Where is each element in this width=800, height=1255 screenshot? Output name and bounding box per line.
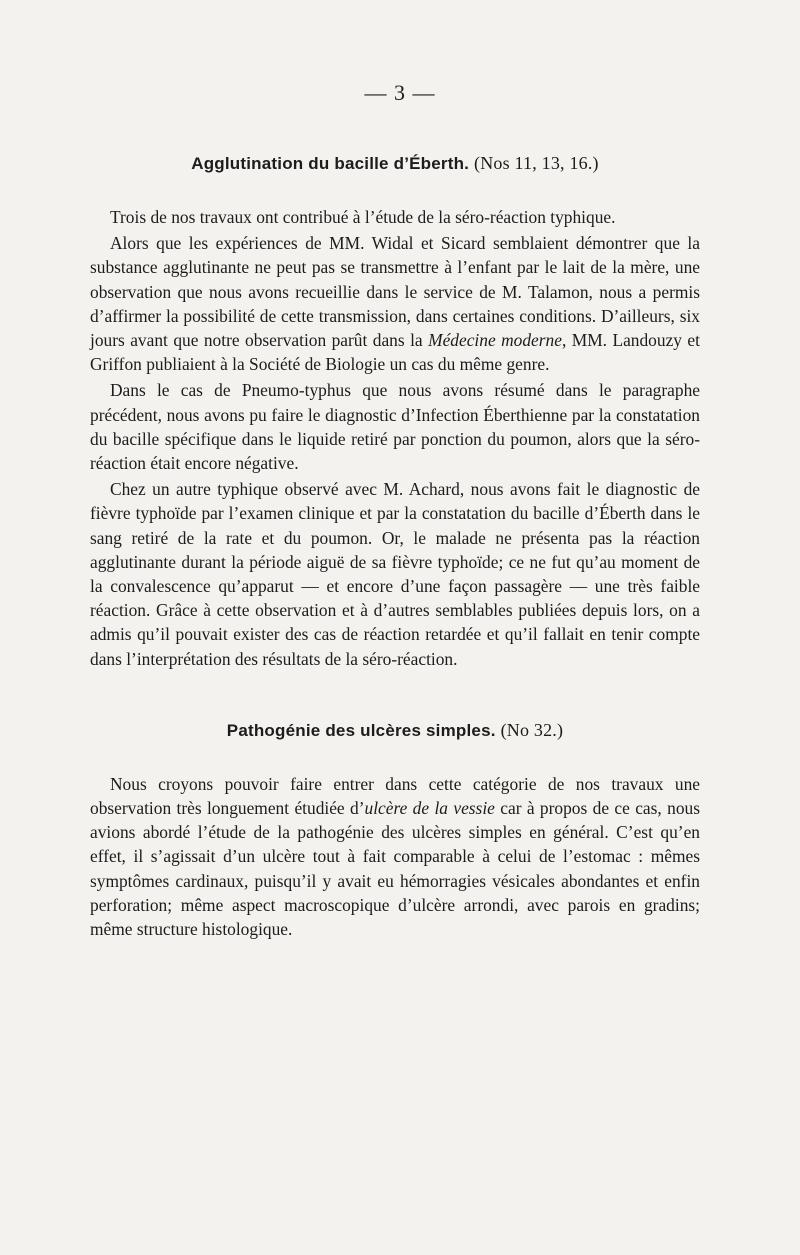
- paragraph-text: Alors que les expériences de MM. Widal et Sicard semblaient démontrer que la substance agglutinante ne peut pas se transmettre à l’enfant par le lait de la mère, une observation que nous avons recueillie dans le service de M. Talamon, nous a permis d’affirmer la possibilité de cette transmission, dans certaines conditions. D’ailleurs, six jours avant que notre observation parût dans la: [90, 233, 700, 351]
- page-content: [90, 148, 700, 941]
- paragraph: [90, 772, 700, 941]
- paragraph: Chez un autre typhique observé avec M. Achard, nous avons fait le diagnostic de fièvre typhoïde par l’examen clinique et par la constatation du bacille d’Éberth dans le sang retiré de la rate et du poumon. Or, le malade ne présenta pas la réaction agglutinante durant la période aiguë de sa fièvre typhoïde; ce ne fut qu’au moment de la convalescence qu’apparut — et encore d’une façon passagère — une très faible réaction. Grâce à cette observation et à d’autres semblables publiées depuis lors, on a admis qu’il pouvait exister des cas de réaction retardée et qu’il fallait en tenir compte dans l’interprétation des résultats de la séro-réaction.: [90, 479, 700, 669]
- journal-title: Médecine moderne: [428, 330, 562, 351]
- heading-title: Pathogénie des ulcères simples.: [226, 720, 496, 740]
- paragraph: [90, 231, 700, 376]
- paragraph: Dans le cas de Pneumo-typhus que nous avons résumé dans le paragraphe précédent, nous avons pu faire le diagnostic d’Infection Éberthienne par la constatation du bacille spécifique dans le liquide retiré par ponction du poumon, alors que la séro-réaction était encore négative.: [90, 380, 700, 474]
- section-heading-pathogenie: [90, 715, 700, 746]
- heading-title: Agglutination du bacille d’Éberth.: [191, 154, 470, 173]
- heading-reference: (No 32.): [500, 719, 564, 740]
- section-heading-agglutination: [90, 148, 700, 179]
- paragraph-text: car à propos de ce cas, nous avions abordé l’étude de la pathogénie des ulcères simples en général. C’est qu’en effet, il s’agissait d’un ulcère tout à fait comparable à celui de l’estomac : mêmes symptômes cardinaux, puisqu’il y avait eu hémorragies vésicales abondantes et enfin perforation; même aspect macroscopique d’ulcère arrondi, avec parois en gradins; même structure histologique.: [90, 798, 700, 940]
- paragraph-text: Nous croyons pouvoir faire entrer dans cette catégorie de nos travaux une observation très longuement étudiée d’: [90, 773, 700, 819]
- heading-reference: (Nos 11, 13, 16.): [474, 153, 599, 173]
- paragraph: Trois de nos travaux ont contribué à l’étude de la séro-réaction typhique.: [110, 207, 616, 227]
- page-number: — 3 —: [364, 80, 436, 105]
- paragraph-text: , MM. Landouzy et Griffon publiaient à la Société de Biologie un cas du même genre.: [90, 330, 700, 375]
- emphasized-term: ulcère de la vessie: [364, 798, 495, 819]
